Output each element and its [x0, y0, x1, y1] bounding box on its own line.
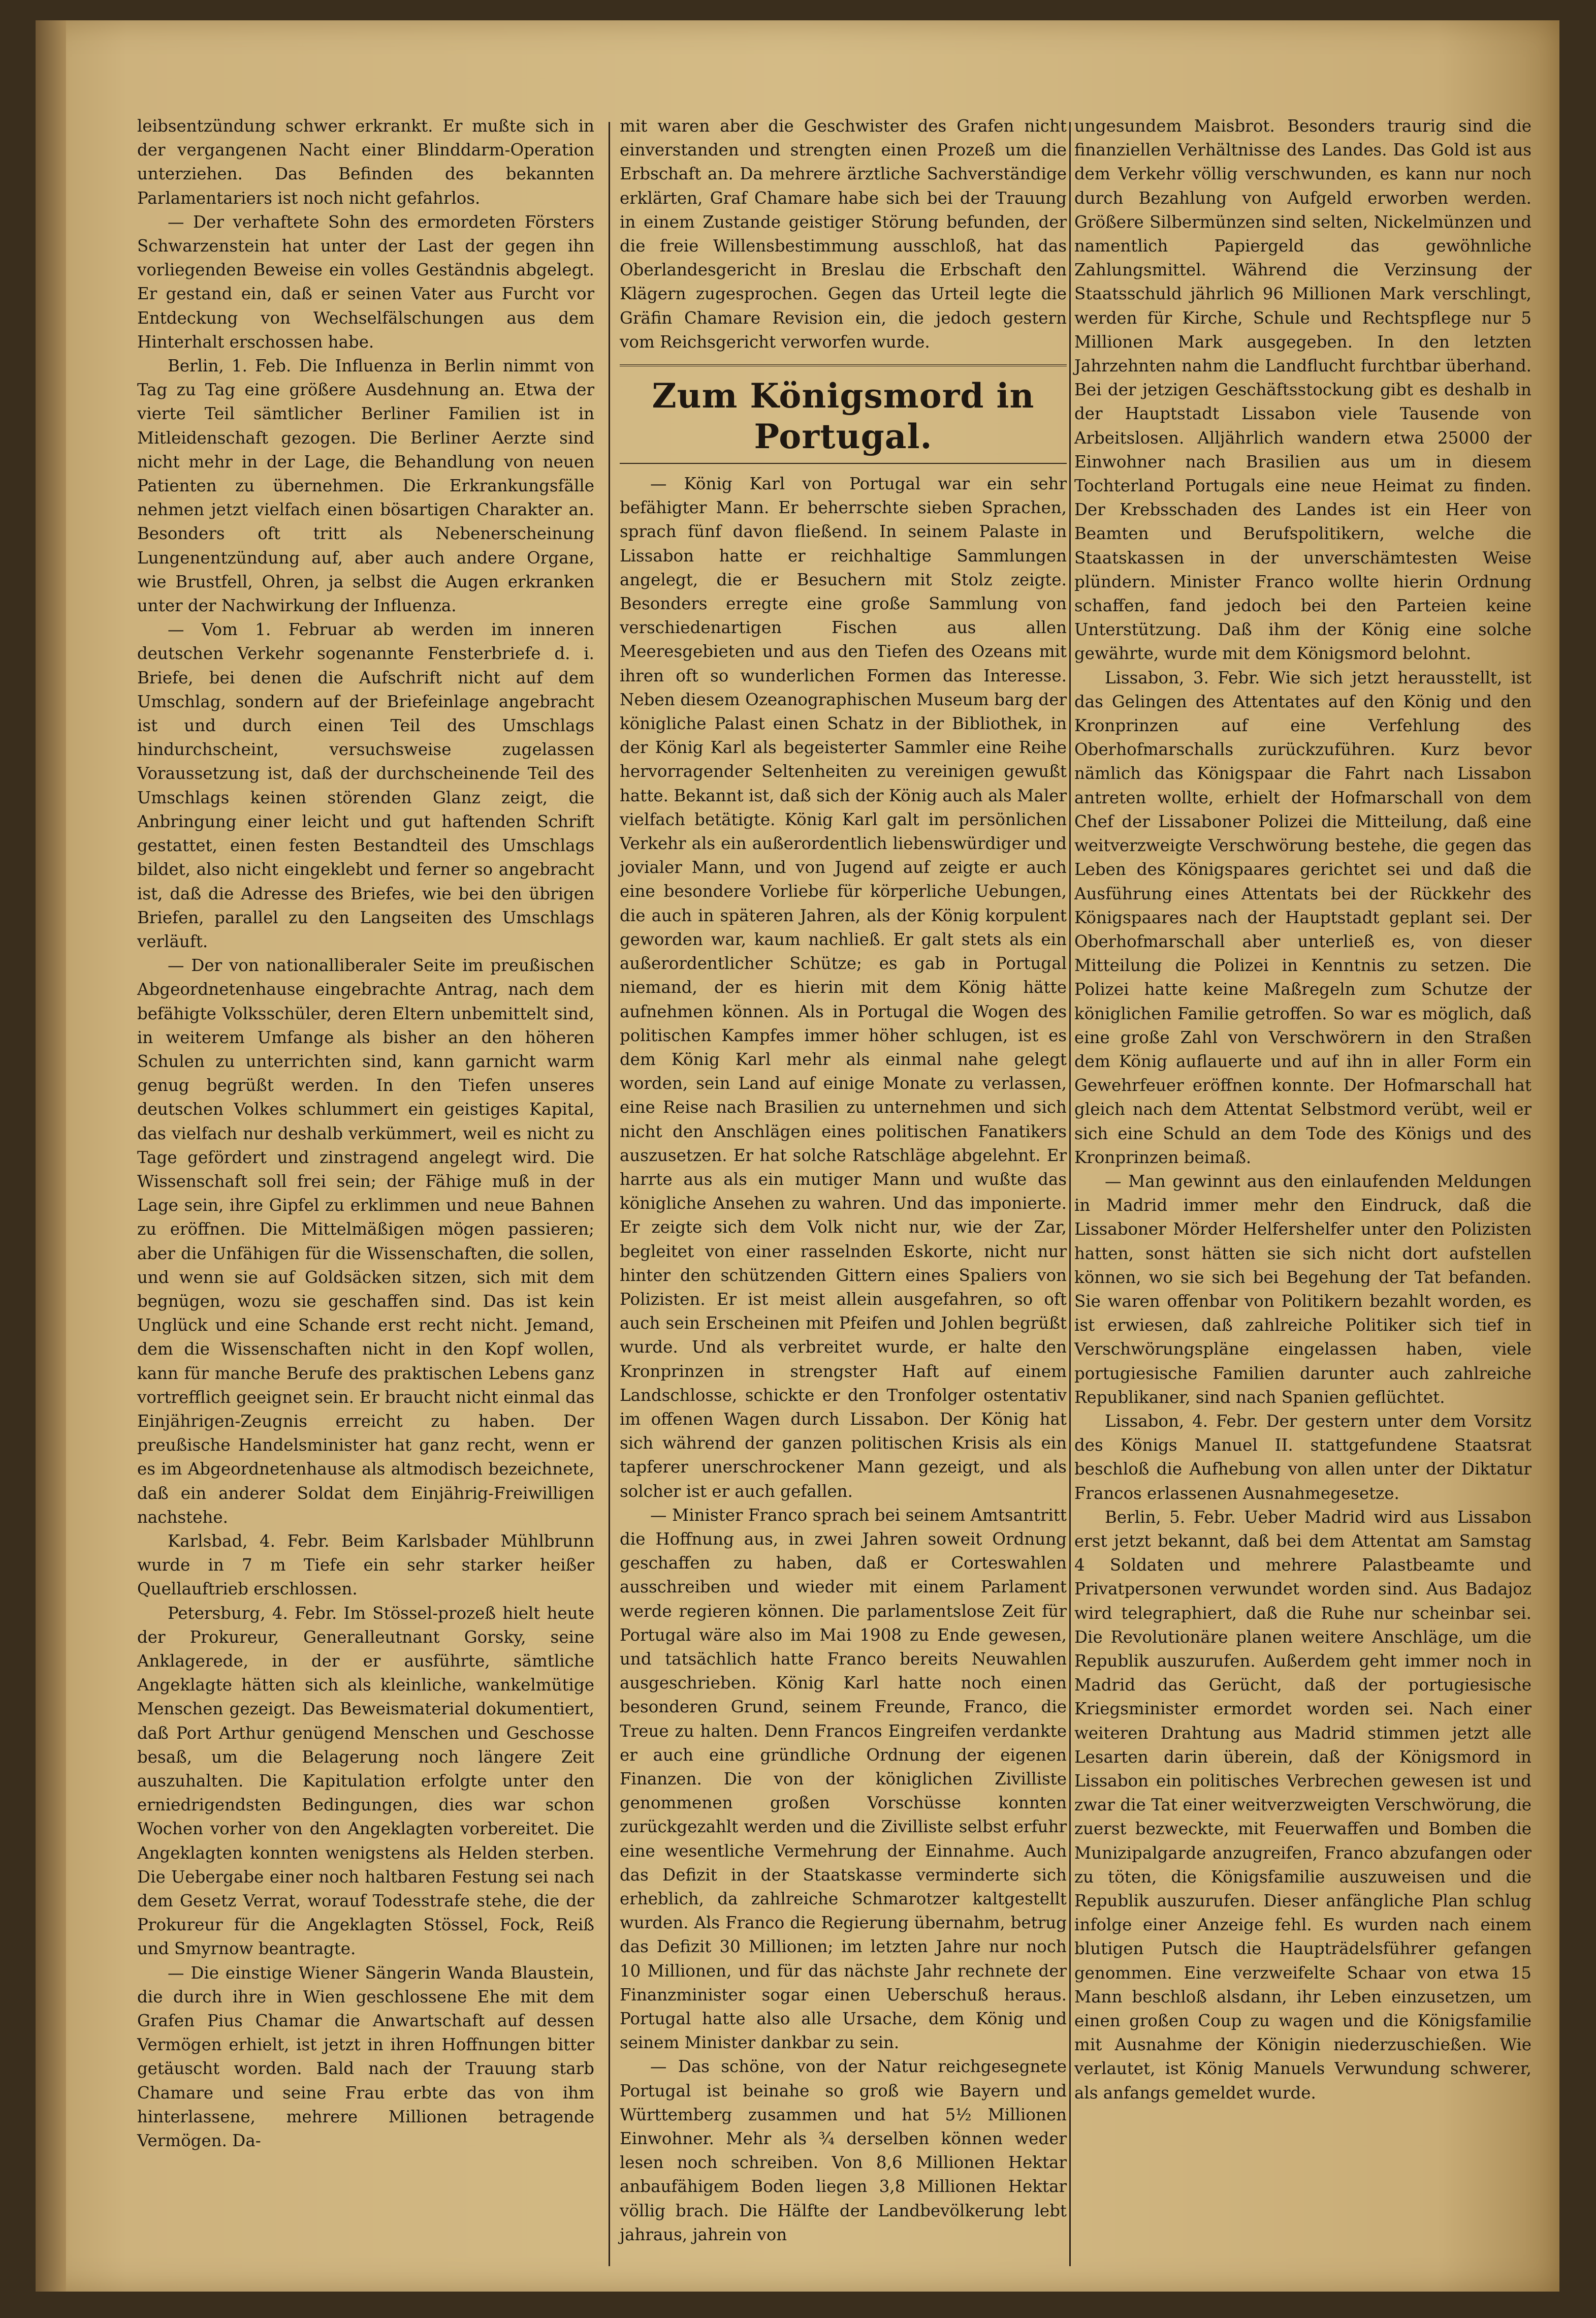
- column-3: [1074, 114, 1531, 2105]
- newspaper-page: [36, 20, 1559, 2292]
- paragraph: — König Karl von Portugal war ein sehr befähigter Mann. Er beherrschte sieben Sprachen, sprach fünf davon fließend. In seinem Palaste in Lissabon hatte er reichhaltige Sammlungen angelegt, die er Besuchern mit Stolz zeigte. Besonders erregte eine große Sammlung von verschiedenartigen Fischen aus allen Meeresgebieten und aus den Tiefen des Ozeans mit ihren oft so wunderlichen Formen das Interesse. Neben diesem Ozeanographischen Museum barg der königliche Palast einen Schatz in der Bibliothek, in der König Karl als begeisterter Sammler eine Reihe hervorragender Seltenheiten zu vereinigen gewußt hatte. Bekannt ist, daß sich der König auch als Maler vielfach betätigte. König Karl galt im persönlichen Verkehr als ein außerordentlich liebenswürdiger und jovialer Mann, und von Jugend auf zeigte er auch eine besondere Vorliebe für körperliche Uebungen, die auch in späteren Jahren, als der König korpulent geworden war, kaum nachließ. Er galt stets als ein außerordentlicher Schütze; es gab in Portugal niemand, der es hierin mit dem König hätte aufnehmen können. Als in Portugal die Wogen des politischen Kampfes immer höher schlugen, ist es dem König Karl mehr als einmal nahe gelegt worden, sein Land auf einige Monate zu verlassen, eine Reise nach Brasilien zu unternehmen und sich nicht den Anschlägen eines politischen Fanatikers auszusetzen. Er hat solche Ratschläge abgelehnt. Er harrte aus als ein mutiger Mann und wußte das königliche Ansehen zu wahren. Und das imponierte. Er zeigte sich dem Volk nicht nur, wie der Zar, begleitet von einer rasselnden Eskorte, nicht nur hinter den schützenden Gittern eines Spaliers von Polizisten. Er ist meist allein ausgefahren, so oft auch sein Erscheinen mit Pfeifen und Johlen begrüßt wurde. Und als verbreitet wurde, er halte den Kronprinzen in strengster Haft auf einem Landschlosse, schickte er den Tronfolger ostentativ im offenen Wagen durch Lissabon. Der König hat sich während der ganzen politischen Krisis als ein tapferer unerschrockener Mann gezeigt, und als solcher ist er auch gefallen.: [620, 474, 1067, 1501]
- paragraph: Berlin, 5. Febr. Ueber Madrid wird aus Lissabon erst jetzt bekannt, daß bei dem Attentat am Samstag 4 Soldaten und mehrere Palastbeamte und Privatpersonen verwundet worden sind. Aus Badajoz wird telegraphiert, daß die Ruhe nur scheinbar sei. Die Revolutionäre planen weitere Anschläge, um die Republik auszurufen. Außerdem geht immer noch in Madrid das Gerücht, daß der portugiesische Kriegsminister ermordet worden sei. Nach einer weiteren Drahtung aus Madrid stimmen jetzt alle Lesarten darin überein, daß der Königsmord in Lissabon ein politisches Verbrechen gewesen ist und zwar die Tat einer weitverzweigten Verschwörung, die zuerst bezweckte, mit Feuerwaffen und Bomben die Munizipalgarde anzugreifen, Franco abzufangen oder zu töten, die Königsfamilie auszuweisen und die Republik auszurufen. Dieser anfängliche Plan schlug infolge einer Anzeige fehl. Es wurden nach einem blutigen Putsch die Haupträdelsführer gefangen genommen. Eine verzweifelte Schaar von etwa 15 Mann beschloß alsdann, ihr Leben einzusetzen, um einen großen Coup zu wagen und die Königsfamilie mit Ausnahme der Königin niederzuschießen. Wie verlautet, ist König Manuels Verwundung schwerer, als anfangs gemeldet wurde.: [1074, 1507, 1531, 2103]
- paragraph: — Der verhaftete Sohn des ermordeten Försters Schwarzenstein hat unter der Last der gegen ihn vorliegenden Beweise ein volles Geständnis abgelegt. Er gestand ein, daß er seinen Vater aus Furcht vor Entdeckung von Wechselfälschungen aus dem Hinterhalt erschossen habe.: [137, 212, 594, 352]
- column-2-article: [620, 472, 1067, 2247]
- paragraph: — Man gewinnt aus den einlaufenden Meldungen in Madrid immer mehr den Eindruck, daß die Lissaboner Mörder Helfershelfer unter den Polizisten hatten, sonst hätten sie sich nicht dort aufstellen können, wo sie sich bei Begehung der Tat befanden. Sie waren offenbar von Politikern bezahlt worden, es ist erwiesen, daß zahlreiche Politiker sich tief in Verschwörungspläne eingelassen haben, viele portugiesische Familien darunter auch zahlreiche Republikaner, sind nach Spanien geflüchtet.: [1074, 1171, 1531, 1407]
- column-rule: [1069, 122, 1071, 2266]
- paragraph: — Minister Franco sprach bei seinem Amtsantritt die Hoffnung aus, in zwei Jahren soweit Ordnung geschaffen zu haben, daß er Corteswahlen ausschreiben und wieder mit einem Parlament werde regieren können. Die parlamentslose Zeit für Portugal wäre also im Mai 1908 zu Ende gewesen, und tatsächlich hatte Franco bereits Neuwahlen ausgeschrieben. König Karl hatte noch einen besonderen Grund, seinem Freunde, Franco, die Treue zu halten. Denn Francos Eingreifen verdankte er auch eine gründliche Ordnung der eigenen Finanzen. Die von der königlichen Zivilliste genommenen großen Vorschüsse konnten zurückgezahlt werden und die Zivilliste selbst erfuhr eine wesentliche Vermehrung der Einnahme. Auch das Defizit in der Staatskasse verminderte sich erheblich, da zahlreiche Schmarotzer kaltgestellt wurden. Als Franco die Regierung übernahm, betrug das Defizit 30 Millionen; im letzten Jahre nur noch 10 Millionen, und für das nächste Jahr rechnete der Finanzminister sogar einen Ueberschuß heraus. Portugal hatte also alle Ursache, dem König und seinem Minister dankbar zu sein.: [620, 1505, 1067, 2053]
- paragraph: Lissabon, 3. Febr. Wie sich jetzt herausstellt, ist das Gelingen des Attentates auf den König und den Kronprinzen auf eine Verfehlung des Oberhofmarschalls zurückzuführen. Kurz bevor nämlich das Königspaar die Fahrt nach Lissabon antreten wollte, erhielt der Hofmarschall von dem Chef der Lissaboner Polizei die Mitteilung, daß eine weitverzweigte Verschwörung bestehe, die gegen das Leben des Königspaares gerichtet sei und daß die Ausführung eines Attentats bei der Rückkehr des Königspaares nach der Hauptstadt geplant sei. Der Oberhofmarschall aber unterließ es, von dieser Mitteilung die Polizei in Kenntnis zu setzen. Die Polizei hatte keine Maßregeln zum Schutze der königlichen Familie getroffen. So war es möglich, daß eine große Zahl von Verschwörern in den Straßen dem König auflauerte und auf ihn in aller Form ein Gewehrfeuer eröffnen konnte. Der Hofmarschall hat gleich nach dem Attentat Selbstmord verübt, weil er sich eine Schuld an dem Tode des Königs und des Kronprinzen beimaß.: [1074, 668, 1531, 1167]
- column-rule: [609, 122, 610, 2266]
- column-1: [137, 114, 594, 2153]
- column-2-top: [620, 114, 1067, 354]
- article-heading-box: [620, 364, 1067, 464]
- article-heading: Zum Königsmord in Portugal.: [652, 376, 1035, 457]
- page-gutter: [36, 20, 66, 2292]
- paragraph: Berlin, 1. Feb. Die Influenza in Berlin nimmt von Tag zu Tag eine größere Ausdehnung an. Etwa der vierte Teil sämtlicher Berliner Familien ist in Mitleidenschaft gezogen. Die Berliner Aerzte sind nicht mehr in der Lage, die Behandlung von neuen Patienten zu übernehmen. Die Erkrankungsfälle nehmen jetzt vielfach einen bösartigen Charakter an. Besonders oft tritt als Nebenerscheinung Lungenentzündung auf, aber auch andere Organe, wie Brustfell, Ohren, ja selbst die Augen erkranken unter der Nachwirkung der Influenza.: [137, 356, 594, 616]
- paragraph: Lissabon, 4. Febr. Der gestern unter dem Vorsitz des Königs Manuel II. stattgefundene Staatsrat beschloß die Aufhebung von allen unter der Diktatur Francos erlassenen Ausnahmegesetze.: [1074, 1411, 1531, 1503]
- paragraph: Karlsbad, 4. Febr. Beim Karlsbader Mühlbrunn wurde in 7 m Tiefe ein sehr starker heißer Quellauftrieb erschlossen.: [137, 1531, 594, 1599]
- paragraph: — Die einstige Wiener Sängerin Wanda Blaustein, die durch ihre in Wien geschlossene Ehe mit dem Grafen Pius Chamar die Anwartschaft auf dessen Vermögen erhielt, ist jetzt in ihren Hoffnungen bitter getäuscht worden. Bald nach der Trauung starb Chamare und seine Frau erbte das von ihm hinterlassene, mehrere Millionen betragende Vermögen. Da-: [137, 1963, 594, 2151]
- paragraph: — Das schöne, von der Natur reichgesegnete Portugal ist beinahe so groß wie Bayern und Württemberg zusammen und hat 5½ Millionen Einwohner. Mehr als ¾ derselben können weder lesen noch schreiben. Von 8,6 Millionen Hektar anbaufähigem Boden liegen 3,8 Millionen Hektar völlig brach. Die Hälfte der Landbevölkerung lebt jahraus, jahrein von: [620, 2057, 1067, 2244]
- paragraph: — Vom 1. Februar ab werden im inneren deutschen Verkehr sogenannte Fensterbriefe d. i. Briefe, bei denen die Aufschrift nicht auf dem Umschlag, sondern auf der Briefeinlage angebracht ist und durch einen Teil des Umschlags hindurchscheint, versuchsweise zugelassen Voraussetzung ist, daß der durchscheinende Teil des Umschlags keinen störenden Glanz zeigt, die Anbringung einer leicht und gut haftenden Schrift gestattet, einen festen Bestandteil des Umschlags bildet, also nicht eingeklebt und ferner so angebracht ist, daß die Adresse des Briefes, wie bei den übrigen Briefen, parallel zu den Langseiten des Umschlags verläuft.: [137, 620, 594, 951]
- paragraph: leibsentzündung schwer erkrankt. Er mußte sich in der vergangenen Nacht einer Blinddarm-Operation unterziehen. Das Befinden des bekannten Parlamentariers ist noch nicht gefahrlos.: [137, 116, 594, 208]
- paragraph: ungesundem Maisbrot. Besonders traurig sind die finanziellen Verhältnisse des Landes. Das Gold ist aus dem Verkehr völlig verschwunden, es kann nur noch durch Bezahlung von Aufgeld erworben werden. Größere Silbermünzen sind selten, Nickelmünzen und namentlich Papiergeld das gewöhnliche Zahlungsmittel. Während die Verzinsung der Staatsschuld jährlich 96 Millionen Mark verschlingt, werden für Kirche, Schule und Rechtspflege nur 5 Millionen Mark ausgegeben. In den letzten Jahrzehnten nahm die Landflucht furchtbar überhand. Bei der jetzigen Geschäftsstockung gibt es deshalb in der Hauptstadt Lissabon viele Tausende von Arbeitslosen. Alljährlich wandern etwa 25000 der Einwohner nach Brasilien aus um in diesem Tochterland Portugals eine neue Heimat zu finden. Der Krebsschaden des Landes ist ein Heer von Beamten und Berufspolitikern, welche die Staatskassen in der unverschämtesten Weise plündern. Minister Franco wollte hierin Ordnung schaffen, fand jedoch bei den Parteien keine Unterstützung. Daß ihm der König eine solche gewährte, wurde mit dem Königsmord belohnt.: [1074, 116, 1531, 664]
- column-2: [620, 114, 1067, 2247]
- paragraph: — Der von nationalliberaler Seite im preußischen Abgeordnetenhause eingebrachte Antrag, nach dem befähigte Volksschüler, deren Eltern unbemittelt sind, in weiterem Umfange als bisher an den höheren Schulen zu unterrichten sind, kann garnicht warm genug begrüßt werden. In den Tiefen unseres deutschen Volkes schlummert ein geistiges Kapital, das vielfach nur deshalb verkümmert, weil es nicht zu Tage gefördert und zinstragend angelegt wird. Die Wissenschaft soll frei sein; der Fähige muß in der Lage sein, ihre Gipfel zu erklimmen und neue Bahnen zu eröffnen. Die Mittelmäßigen mögen passieren; aber die Unfähigen für die Wissenschaften, die sollen, und wenn sie auf Goldsäcken sitzen, sich mit dem begnügen, wozu sie geschaffen sind. Das ist kein Unglück und eine Schande erst recht nicht. Jemand, dem die Wissenschaften nicht in den Kopf wollen, kann für manche Berufe des praktischen Lebens ganz vortrefflich geeignet sein. Er braucht nicht einmal das Einjährigen-Zeugnis erreicht zu haben. Der preußische Handelsminister hat ganz recht, wenn er es im Abgeordnetenhause als altmodisch bezeichnete, daß ein anderer Soldat dem Einjährig-Freiwilligen nachstehe.: [137, 956, 594, 1527]
- paragraph: mit waren aber die Geschwister des Grafen nicht einverstanden und strengten einen Prozeß um die Erbschaft an. Da mehrere ärztliche Sachverständige erklärten, Graf Chamare habe sich bei der Trauung in einem Zustande geistiger Störung befunden, der die freie Willensbestimmung ausschloß, hat das Oberlandesgericht in Breslau die Erbschaft den Klägern zugesprochen. Gegen das Urteil legte die Gräfin Chamare Revision ein, die jedoch gestern vom Reichsgericht verworfen wurde.: [620, 116, 1067, 352]
- paragraph: Petersburg, 4. Febr. Im Stössel-prozeß hielt heute der Prokureur, Generalleutnant Gorsky, seine Anklagerede, in der er ausführte, sämtliche Angeklagte hätten sich als kleinliche, wankelmütige Menschen gezeigt. Das Beweismaterial dokumentiert, daß Port Arthur genügend Menschen und Geschosse besaß, um die Belagerung noch längere Zeit auszuhalten. Die Kapitulation erfolgte unter den erniedrigendsten Bedingungen, dies war schon Wochen vorher von den Angeklagten vorbereitet. Die Angeklagten konnten wenigstens als Helden sterben. Die Uebergabe einer noch haltbaren Festung sei nach dem Gesetz Verrat, worauf Todesstrafe stehe, die der Prokureur für die Angeklagten Stössel, Fock, Reiß und Smyrnow beantragte.: [137, 1603, 594, 1959]
